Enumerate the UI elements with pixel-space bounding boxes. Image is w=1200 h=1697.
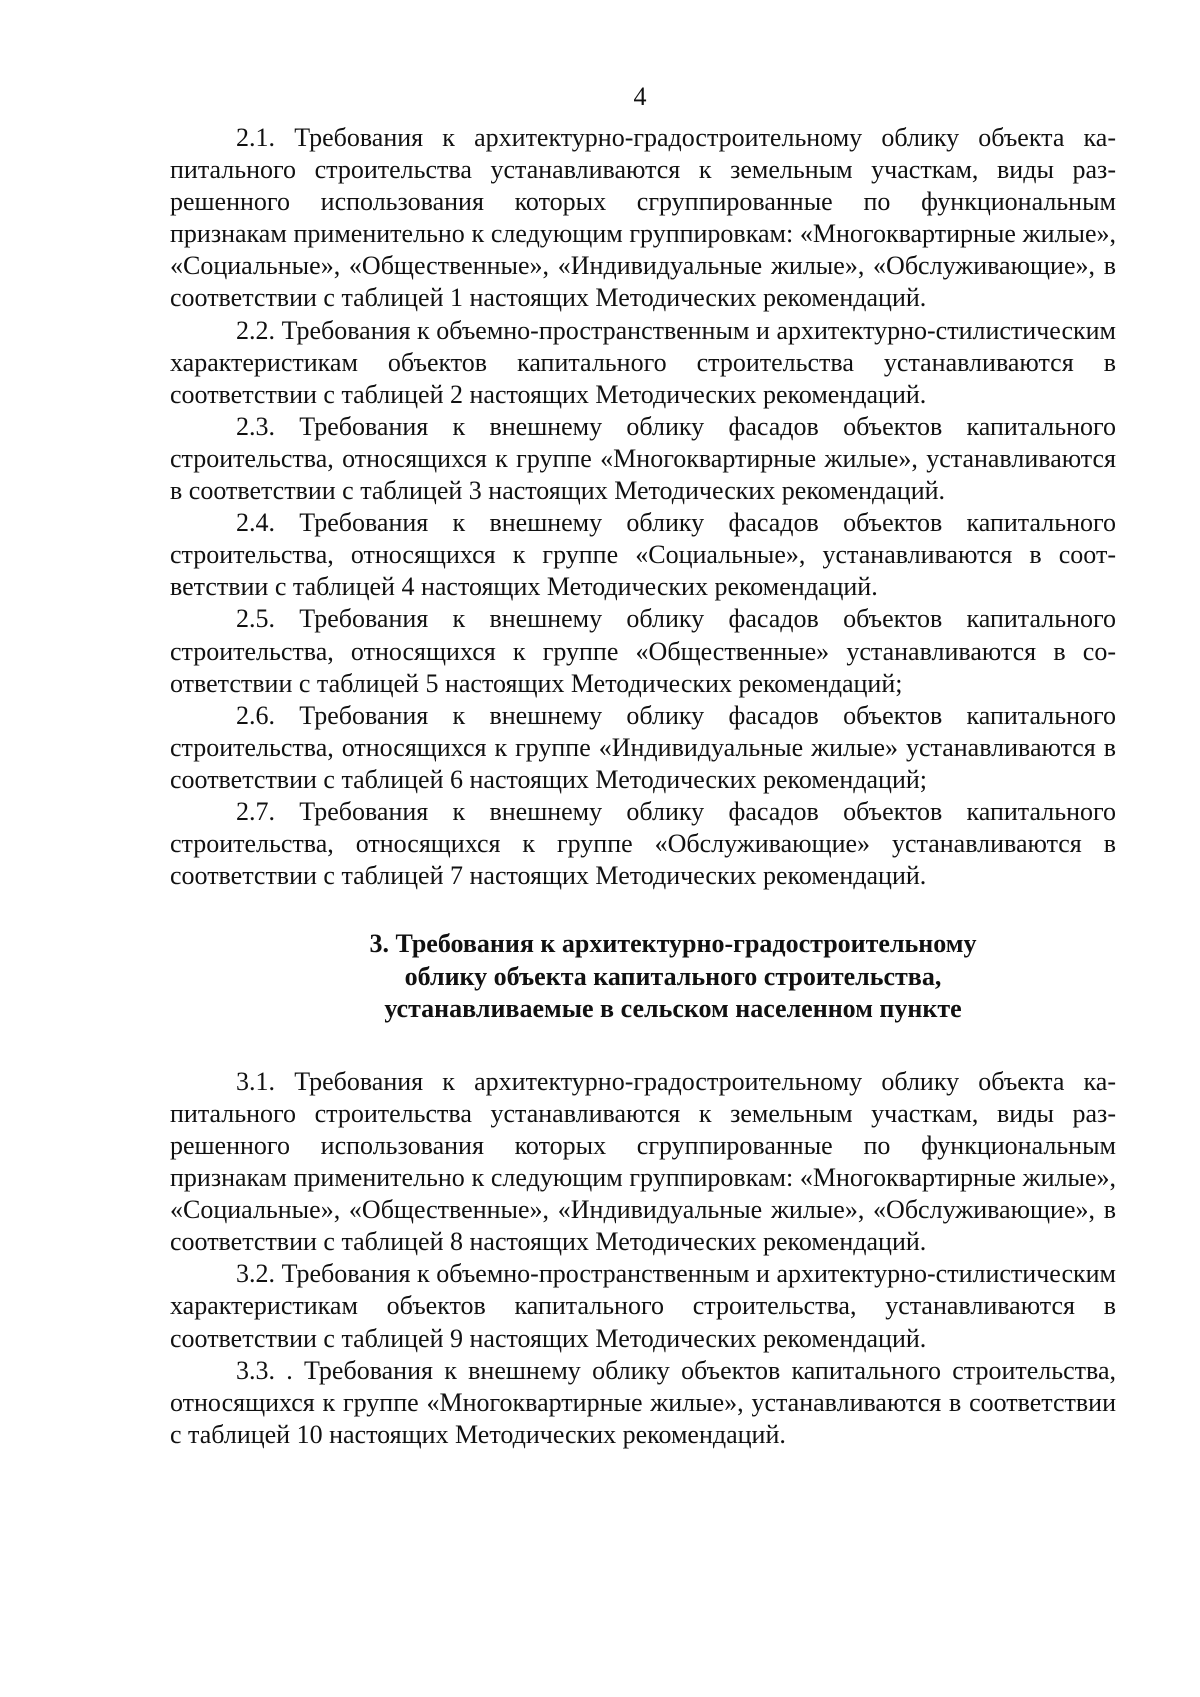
- paragraph-2-2: 2.2. Требования к объемно-пространственным и архитектурно-стилистическим характеристикам объектов капитального строительства устанавливаются в соответствии с таблицей 2 настоящих Методических рекомендаций.: [170, 315, 1116, 409]
- paragraph-2-7: 2.7. Требования к внешнему облику фасадов объектов капитального строительства, относящихся к группе «Обслуживающие» устанавливаются в соответствии с таблицей 7 настоящих Методических рекомендаций.: [170, 796, 1116, 891]
- paragraph-3-2: 3.2. Требования к объемно-пространственным и архитектурно-стилистическим характеристикам объектов капитального строительства, устанавливаются в соответствии с таблицей 9 настоящих Методических рекомендаций.: [170, 1259, 1116, 1353]
- paragraph-2-3: 2.3. Требования к внешнему облику фасадов объектов капитального строительства, относящихся к группе «Многоквартирные жилые», устанавливаются в соответствии с таблицей 3 настоящих Методических рекомендаций.: [170, 411, 1116, 506]
- section-3-heading-line-3: устанавливаемые в сельском населенном пункте: [384, 994, 962, 1024]
- paragraph-2-4: 2.4. Требования к внешнему облику фасадов объектов капитального строительства, относящихся к группе «Социальные», устанавливаются в соответствии с таблицей 4 настоящих Методических рекомендаций.: [170, 508, 1116, 602]
- section-3-heading-line-1: 3. Требования к архитектурно-градостроительному: [369, 929, 977, 959]
- section-3-heading: [170, 928, 1116, 1026]
- page-number: 4: [633, 82, 647, 111]
- paragraph-3-1: 3.1. Требования к архитектурно-градостроительному облику объекта капитального строительства устанавливаются к земельным участкам, виды разрешенного использования которых сгруппированные по функциональным признакам применительно к следующим группировкам: «Многоквартирные жилые», «Социальные», «Общественные», «Индивидуальные жилые», «Обслуживающие», в соответствии с таблицей 8 настоящих Методических рекомендаций.: [170, 1066, 1116, 1257]
- document-body: [170, 122, 1116, 1451]
- paragraph-2-1: 2.1. Требования к архитектурно-градостроительному облику объекта капитального строительства устанавливаются к земельным участкам, виды разрешенного использования которых сгруппированные по функциональным признакам применительно к следующим группировкам: «Многоквартирные жилые», «Социальные», «Общественные», «Индивидуальные жилые», «Обслуживающие», в соответствии с таблицей 1 настоящих Методических рекомендаций.: [170, 123, 1116, 313]
- paragraph-2-5: 2.5. Требования к внешнему облику фасадов объектов капитального строительства, относящихся к группе «Общественные» устанавливаются в соответствии с таблицей 5 настоящих Методических рекомендаций;: [170, 604, 1116, 698]
- paragraph-3-3: 3.3. . Требования к внешнему облику объектов капитального строительства, относящихся к группе «Многоквартирные жилые», устанавливаются в соответствии с таблицей 10 настоящих Методических рекомендаций.: [170, 1355, 1116, 1449]
- section-3-heading-line-2: облику объекта капитального строительства,: [404, 961, 942, 991]
- heading-spacer: [170, 1026, 1116, 1066]
- paragraph-2-6: 2.6. Требования к внешнему облику фасадов объектов капитального строительства, относящихся к группе «Индивидуальные жилые» устанавливаются в соответствии с таблицей 6 настоящих Методических рекомендаций;: [170, 700, 1116, 794]
